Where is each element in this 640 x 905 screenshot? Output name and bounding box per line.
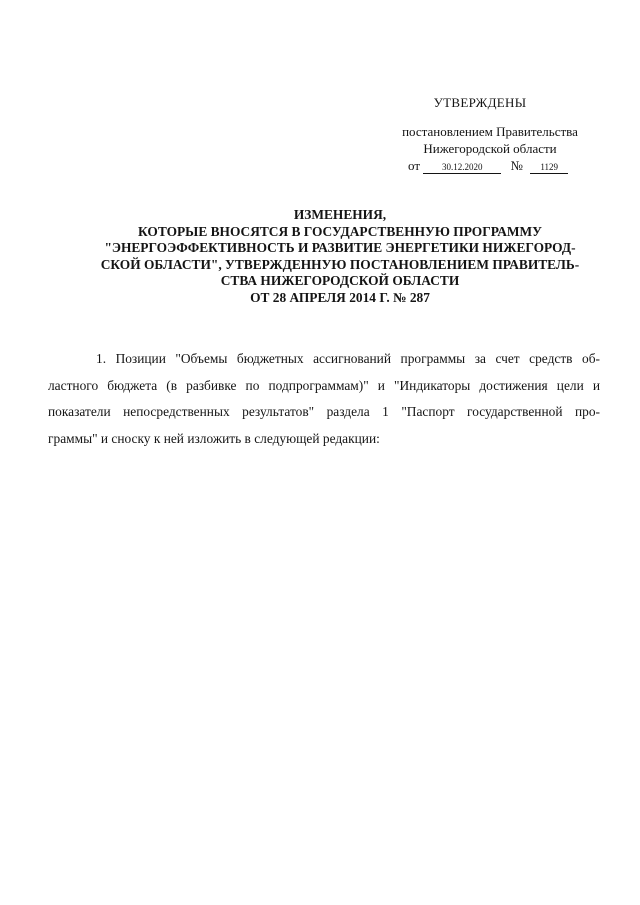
title-line: ИЗМЕНЕНИЯ, [293,207,387,222]
approval-number: 1129 [530,161,568,174]
date-prefix: от [408,158,421,173]
title-line: КОТОРЫЕ ВНОСЯТСЯ В ГОСУДАРСТВЕННУЮ ПРОГРАММУ [138,223,542,239]
body-paragraph [48,346,600,452]
approval-date: 30.12.2020 [423,161,501,174]
approval-region-line: Нижегородской области [423,141,557,156]
document-title [60,207,620,307]
approval-issuer-line: постановлением Правительства [402,124,578,139]
paragraph-line: ластного бюджета (в разбивке по подпрограммам)" и "Индикаторы достижения цели и [48,377,600,393]
approval-date-line [380,157,600,174]
title-line: СКОЙ ОБЛАСТИ", УТВЕРЖДЕННУЮ ПОСТАНОВЛЕНИЕМ ПРАВИТЕЛЬ- [100,256,580,272]
title-line: СТВА НИЖЕГОРОДСКОЙ ОБЛАСТИ [220,273,460,289]
number-sign: № [510,158,523,173]
approval-heading: УТВЕРЖДЕНЫ [433,95,527,110]
title-line: "ЭНЕРГОЭФФЕКТИВНОСТЬ И РАЗВИТИЕ ЭНЕРГЕТИКИ НИЖЕГОРОД- [104,240,576,256]
title-line: ОТ 28 АПРЕЛЯ 2014 Г. № 287 [250,289,430,305]
paragraph-line: показатели непосредственных результатов" раздела 1 "Паспорт государственной про- [48,404,600,420]
approval-block [380,94,600,174]
paragraph-line: граммы" и сноску к ней изложить в следующей редакции: [48,430,380,446]
paragraph-line: 1. Позиции "Объемы бюджетных ассигнований программы за счет средств об- [96,351,600,366]
